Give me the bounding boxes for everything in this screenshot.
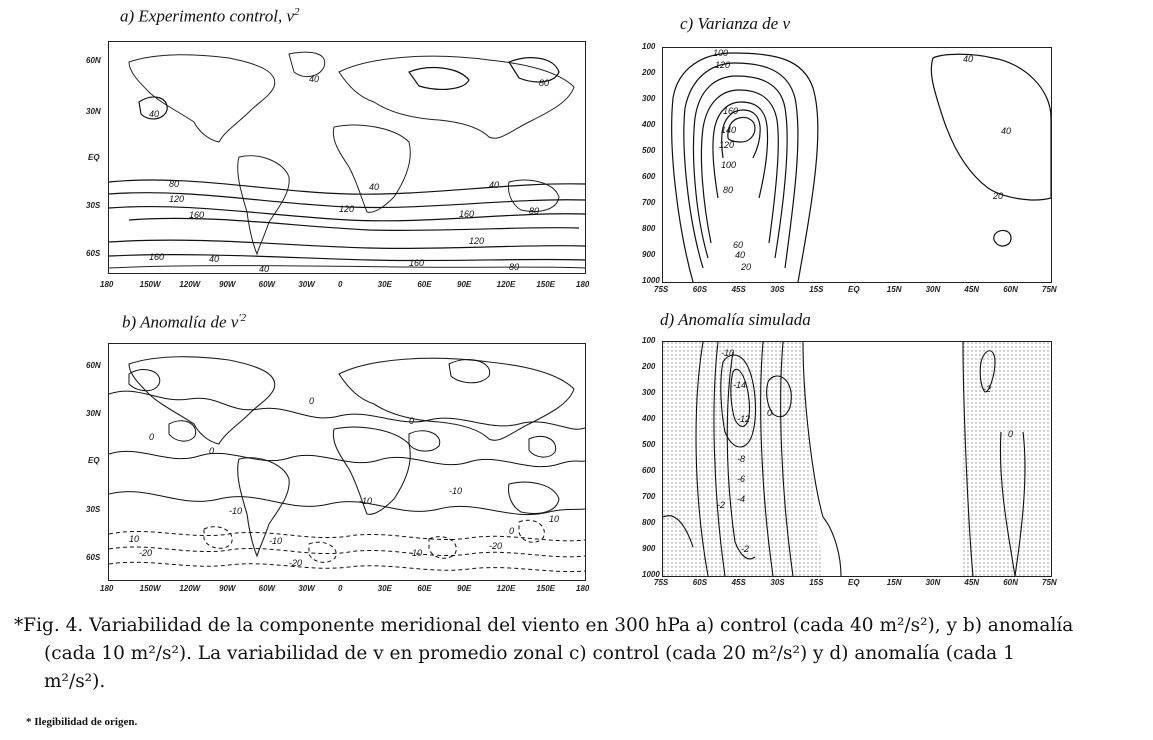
panel-d-lat-tick: 75S [654,578,669,587]
australia-outline [509,482,560,513]
eurasia-outline [339,56,574,138]
panel-d-lat-tick: 15N [886,578,902,587]
panel-a-contour-label: 40 [489,180,500,190]
panel-b-contour-label: -10 [229,506,243,516]
panel-d-contour-label: -2 [741,544,750,554]
panel-c-contour-label: 160 [723,106,739,116]
panel-d-lat-tick: 45N [964,578,980,587]
panel-c-pressure-tick: 900 [642,250,656,259]
panel-c-contour-label: 20 [741,262,752,272]
panel-d-pressure-tick: 700 [642,492,656,501]
panel-a-contour-label: 40 [309,74,320,84]
panel-a-contour-label: 80 [169,179,180,189]
panel-a-lon-tick: 90E [457,280,472,289]
panel-a-lon-tick: 60E [417,280,432,289]
panel-c-pressure-tick: 200 [642,68,656,77]
panel-b-contour-label: -10 [409,548,423,558]
panel-c-frame [662,47,1052,283]
panel-c-contour-label: 40 [963,54,974,64]
panel-d-pressure-tick: 400 [642,414,656,423]
panel-b-contour-label: -10 [269,536,283,546]
panel-c-contour-label: 100 [721,160,737,170]
panel-a-contour-label: 80 [509,262,520,272]
panel-b-lon-tick: 60W [258,584,276,593]
panel-d-pressure-tick: 500 [642,440,656,449]
panel-b-lat-tick: 30N [86,409,101,418]
panel-a-lon-tick: 120W [179,280,201,289]
panel-c-lat-tick: 15S [809,285,824,294]
panel-b-lon-tick: 180 [576,584,590,593]
panel-b-lon-tick: 90W [219,584,236,593]
panel-b-lon-tick: 150W [139,584,161,593]
panel-d-pressure-tick: 800 [642,518,656,527]
panel-c-contour-label: 120 [715,60,731,70]
panel-c-contour-label: 100 [713,48,729,58]
panel-a-contour-label: 40 [369,182,380,192]
panel-d-contour-label: -14 [733,380,747,390]
figure-caption [14,612,1144,696]
panel-c-title: c) Varianza de v [680,14,791,33]
greenland-outline [289,52,325,76]
panel-a-lon-tick: 30W [298,280,315,289]
panel-b-map [109,344,585,580]
panel-a-lon-tick: 180 [100,280,114,289]
panel-c-lat-tick: 30N [925,285,941,294]
caption-line: *Fig. 4. Variabilidad de la componente meridional del viento en 300 hPa a) control (cada 40 m²/s²), y b) anomalía [14,615,1074,636]
panel-c-lat-tick: 30S [770,285,785,294]
panel-c-contour-label: 140 [721,125,737,135]
panel-d-contour-label: -8 [737,454,746,464]
panel-b-map-frame [108,343,586,581]
panel-d-contour-label: -2 [717,500,726,510]
panel-d-contour-label: -6 [737,474,746,484]
panel-a-lat-tick: 30S [86,201,101,210]
panel-d-pressure-tick: 1000 [642,570,660,579]
panel-d-title: d) Anomalía simulada [660,310,811,329]
panel-b-contour-label: 0 [149,432,155,442]
panel-d-frame [662,341,1052,577]
panel-a-contour-label: 120 [469,236,485,246]
panel-b-lat-tick: 60S [86,553,101,562]
panel-d-pressure-tick: 200 [642,362,656,371]
panel-b-contour-label: -20 [289,558,303,568]
panel-b-title: b) Anomalía de $v^{'2}$ [122,312,247,332]
panel-b-lon-tick: 150E [536,584,556,593]
panel-d-contour-label: -10 [721,348,735,358]
panel-c-pressure-tick: 600 [642,172,656,181]
panel-c-lat-tick: 45S [731,285,746,294]
panel-d-pressure-tick: 300 [642,388,656,397]
panel-c-lat-tick: 75S [654,285,669,294]
panel-d-pressure-tick: 100 [642,336,656,345]
panel-a-lon-tick: 180 [576,280,590,289]
south-america-outline [238,156,290,254]
panel-d-lat-tick: 60S [692,578,708,587]
panel-a-contour-label: 120 [339,204,355,214]
panel-a-lon-tick: 60W [258,280,276,289]
panel-a-contour-label: 80 [539,78,550,88]
panel-c-pressure-tick: 500 [642,146,656,155]
panel-c-lat-tick: 60N [1003,285,1018,294]
panel-b-contour-label: 0 [409,416,415,426]
panel-d-contour-label: -2 [983,384,992,394]
panel-b-lat-tick: 30S [86,505,101,514]
panel-c-contour-label: 60 [733,240,744,250]
panel-b-lon-tick: 30W [298,584,315,593]
panel-d-lat-tick: 60N [1003,578,1018,587]
panel-a-contour-label: 160 [189,210,205,220]
panel-c-contour-label: 120 [719,140,735,150]
north-america-outline [129,357,275,444]
panel-a-lon-tick: 150W [139,280,161,289]
panel-c-pressure-tick: 800 [642,224,656,233]
panel-a-contour-label: 80 [529,206,540,216]
panel-b-lat-tick: EQ [88,456,100,465]
panel-c-pressure-tick: 300 [642,94,656,103]
panel-a-lon-tick: 90W [219,280,236,289]
panel-a-lon-tick: 30E [377,280,392,289]
panel-d-contour-label: 0 [767,408,773,418]
panel-a-contour-label: 160 [459,209,475,219]
caption-line: m²/s²). [44,671,106,692]
panel-c-lat-tick: EQ [848,285,860,294]
panel-a-lon-tick: 0 [338,280,343,289]
panel-b-contour-label: 0 [309,396,315,406]
panel-d-lat-tick: 30N [925,578,941,587]
panel-c-contour-label: 80 [723,185,734,195]
panel-b-lon-tick: 60E [417,584,432,593]
panel-c-pressure-tick: 400 [642,120,656,129]
panel-b-lon-tick: 0 [338,584,343,593]
panel-c-lat-tick: 75N [1042,285,1057,294]
panel-a-contour-label: 160 [409,258,425,268]
panel-a-lat-tick: 30N [86,107,101,116]
panel-c-contour-label: 40 [735,250,746,260]
panel-d-lat-tick: EQ [848,578,860,587]
panel-a-lat-tick: 60N [86,56,101,65]
panel-d-pressure-tick: 600 [642,466,656,475]
panel-a-contour-label: 40 [259,264,270,273]
panel-c-lat-tick: 60S [692,285,708,294]
panel-d-contour-label: -12 [737,414,751,424]
panel-a-contour-label: 40 [149,109,160,119]
panel-b-lon-tick: 30E [377,584,392,593]
panel-a-lat-tick: EQ [88,153,100,162]
panel-d-lat-tick: 75N [1042,578,1057,587]
panel-c-pressure-tick: 700 [642,198,656,207]
eurasia-outline [339,358,574,440]
panel-b-contour-label: 0 [509,526,515,536]
caption-line: (cada 10 m²/s²). La variabilidad de v en promedio zonal c) control (cada 20 m²/s²) y d) anomalía (cada 1 [44,643,1015,664]
panel-a-title: a) Experimento control, $v^2$ [120,6,300,26]
panel-b-contour-label: 10 [129,534,140,544]
panel-b-contour-label: -10 [359,496,373,506]
north-america-outline [129,55,275,142]
panel-a-lon-tick: 150E [536,280,556,289]
panel-b-contour-label: -10 [449,486,463,496]
panel-d-plot [663,342,1051,576]
panel-c-lat-tick: 45N [964,285,980,294]
panel-b-contour-label: 10 [549,514,560,524]
panel-c-pressure-tick: 100 [642,42,656,51]
africa-outline [333,125,410,212]
panel-d-contour-label: -4 [737,494,746,504]
panel-a-map-frame [108,41,586,274]
panel-a-lat-tick: 60S [86,249,101,258]
panel-b-lon-tick: 120E [496,584,516,593]
panel-b-contour-label: -20 [489,541,503,551]
panel-d-lat-tick: 15S [809,578,824,587]
panel-d-lat-tick: 45S [731,578,746,587]
panel-c-contour-label: 20 [993,191,1004,201]
panel-b-contour-label: -20 [139,548,153,558]
panel-a-map [109,42,585,273]
panel-b-lon-tick: 90E [457,584,472,593]
panel-a-lon-tick: 120E [496,280,516,289]
panel-c-lat-tick: 15N [886,285,902,294]
panel-a-contour-label: 120 [169,194,185,204]
panel-d-pressure-tick: 900 [642,544,656,553]
panel-d-contour-label: 0 [1008,429,1014,439]
footnote: * Ilegibilidad de origen. [26,716,138,728]
panel-b-lon-tick: 180 [100,584,114,593]
panel-a-contour-label: 40 [209,254,220,264]
panel-c-plot [663,48,1051,282]
panel-b-lon-tick: 120W [179,584,201,593]
panel-b-contour-label: 0 [209,446,215,456]
panel-a-contour-label: 160 [149,252,165,262]
panel-d-lat-tick: 30S [770,578,785,587]
panel-c-pressure-tick: 1000 [642,276,660,285]
panel-b-lat-tick: 60N [86,361,101,370]
panel-c-contour-label: 40 [1001,126,1012,136]
